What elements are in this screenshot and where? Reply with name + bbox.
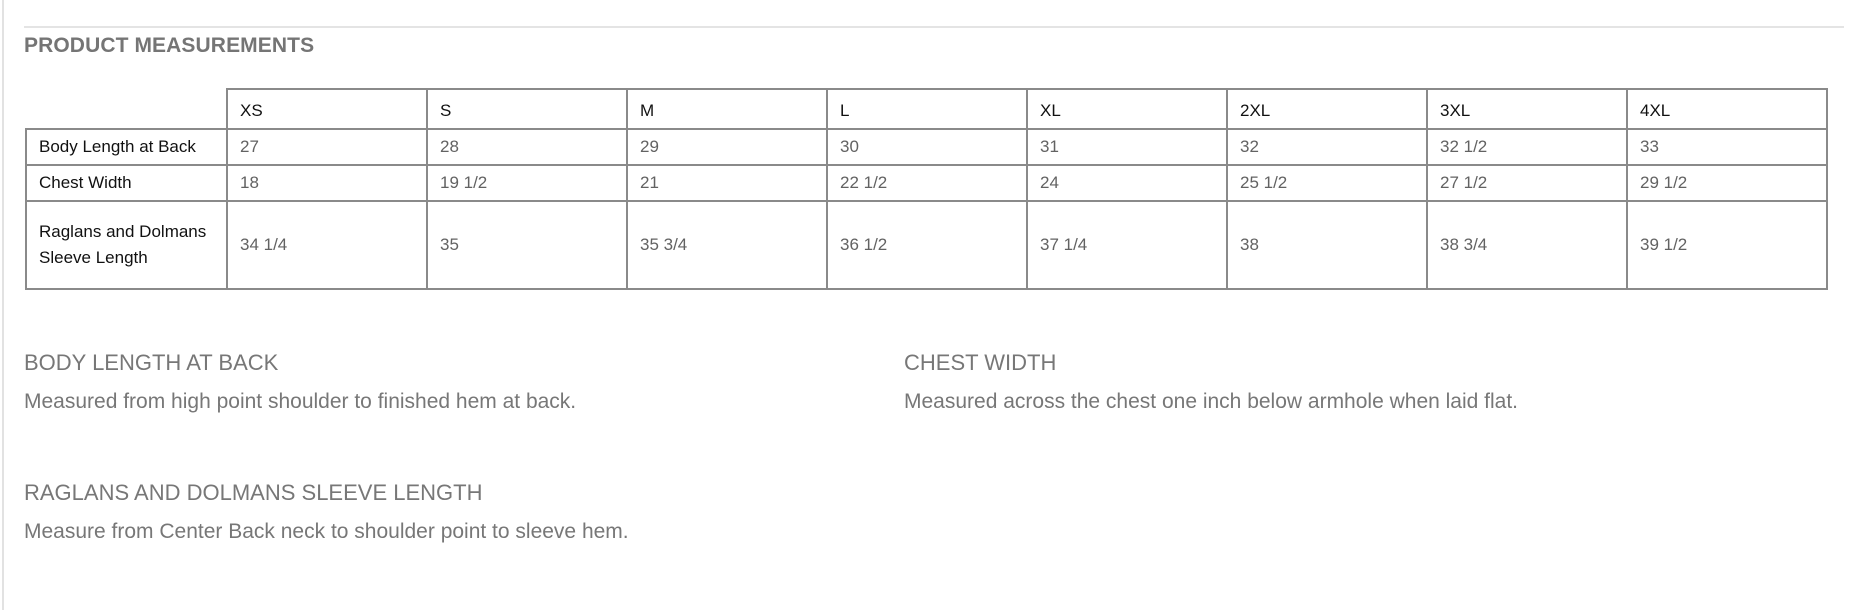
table-cell: 38 — [1227, 201, 1427, 289]
table-cell: 32 1/2 — [1427, 129, 1627, 165]
section-title: PRODUCT MEASUREMENTS — [24, 34, 315, 57]
table-cell: 18 — [227, 165, 427, 201]
table-cell: 35 3/4 — [627, 201, 827, 289]
definition-text: Measure from Center Back neck to shoulder point to sleeve hem. — [24, 520, 629, 543]
table-cell: 28 — [427, 129, 627, 165]
table-cell: 27 1/2 — [1427, 165, 1627, 201]
table-row-sleeve-length — [26, 201, 1827, 289]
definition-title: BODY LENGTH AT BACK — [24, 350, 279, 375]
table-cell: 37 1/4 — [1027, 201, 1227, 289]
row-label: Chest Width — [26, 165, 227, 201]
table-cell: 36 1/2 — [827, 201, 1027, 289]
size-header-m: M — [627, 89, 827, 129]
table-cell: 24 — [1027, 165, 1227, 201]
size-header-s: S — [427, 89, 627, 129]
row-label: Raglans and Dolmans Sleeve Length — [26, 201, 227, 289]
table-row-chest-width — [26, 165, 1827, 201]
definition-chest-width — [904, 350, 1518, 414]
left-border — [2, 0, 4, 610]
table-cell: 32 — [1227, 129, 1427, 165]
table-cell: 29 1/2 — [1627, 165, 1827, 201]
size-header-3xl: 3XL — [1427, 89, 1627, 129]
size-header-4xl: 4XL — [1627, 89, 1827, 129]
table-cell: 35 — [427, 201, 627, 289]
table-cell: 38 3/4 — [1427, 201, 1627, 289]
table-cell: 29 — [627, 129, 827, 165]
table-cell: 27 — [227, 129, 427, 165]
table-cell: 39 1/2 — [1627, 201, 1827, 289]
table-cell: 25 1/2 — [1227, 165, 1427, 201]
definition-body-length — [24, 350, 576, 414]
table-cell: 31 — [1027, 129, 1227, 165]
section-divider — [24, 26, 1844, 28]
table-cell: 22 1/2 — [827, 165, 1027, 201]
size-header-xl: XL — [1027, 89, 1227, 129]
definition-text: Measured from high point shoulder to finished hem at back. — [24, 390, 577, 413]
definition-title: RAGLANS AND DOLMANS SLEEVE LENGTH — [24, 480, 483, 505]
table-corner-cell — [26, 89, 227, 129]
table-row-body-length — [26, 129, 1827, 165]
definition-title: CHEST WIDTH — [904, 350, 1057, 375]
table-cell: 34 1/4 — [227, 201, 427, 289]
definition-text: Measured across the chest one inch below armhole when laid flat. — [904, 390, 1519, 413]
size-header-2xl: 2XL — [1227, 89, 1427, 129]
table-cell: 19 1/2 — [427, 165, 627, 201]
row-label: Body Length at Back — [26, 129, 227, 165]
table-cell: 21 — [627, 165, 827, 201]
table-cell: 30 — [827, 129, 1027, 165]
size-header-l: L — [827, 89, 1027, 129]
definition-sleeve-length — [24, 480, 629, 544]
size-chart-table — [25, 88, 1828, 290]
table-cell: 33 — [1627, 129, 1827, 165]
size-header-xs: XS — [227, 89, 427, 129]
size-header-row — [26, 89, 1827, 129]
